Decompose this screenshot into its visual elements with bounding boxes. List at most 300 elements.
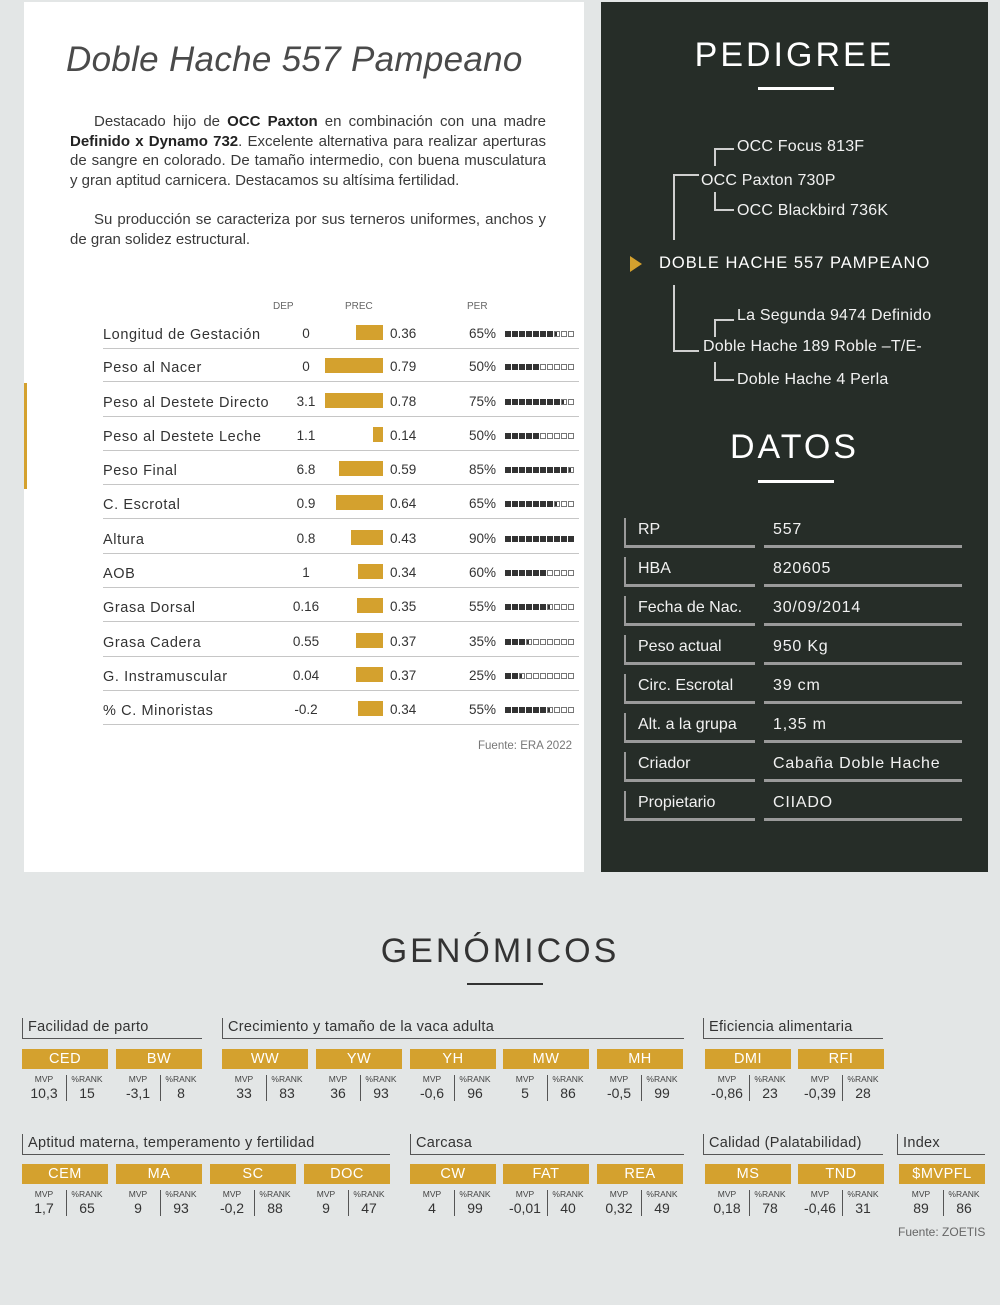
- mvp-label: MVP: [810, 1189, 830, 1199]
- per-value: 55%: [468, 702, 496, 717]
- mvp-value: -0,5: [606, 1085, 632, 1101]
- percentile-dot: [526, 570, 532, 576]
- percentile-dot: [554, 673, 560, 679]
- per-value: 75%: [468, 394, 496, 409]
- percentile-dot: [505, 433, 511, 439]
- genomics-group-header: [22, 1134, 390, 1155]
- value-separator: [454, 1190, 455, 1216]
- percentile-dot: [547, 467, 553, 473]
- percentile-dot: [547, 536, 553, 542]
- percentile-dot: [547, 331, 553, 337]
- precision-bar: [325, 393, 383, 408]
- pedigree-line: [673, 174, 699, 176]
- genomic-trait: [798, 1164, 884, 1216]
- rank-value: 15: [79, 1085, 95, 1101]
- pedigree-panel: [601, 2, 988, 872]
- mvp-label: MVP: [234, 1074, 254, 1084]
- percentile-dot: [533, 639, 539, 645]
- genomics-group-header: [222, 1018, 684, 1039]
- mvp-value: -3,1: [125, 1085, 151, 1101]
- rank-label: %RANK: [552, 1189, 584, 1199]
- percentile-dot: [512, 536, 518, 542]
- percentile-dot: [547, 501, 553, 507]
- precision-bar: [356, 633, 383, 648]
- trait-name-badge: DMI: [705, 1049, 791, 1069]
- per-value: 85%: [468, 462, 496, 477]
- percentile-dot: [512, 399, 518, 405]
- percentile-dot: [512, 639, 518, 645]
- precision-bar: [358, 701, 383, 716]
- trait-name-badge: CW: [410, 1164, 496, 1184]
- genomic-trait: [116, 1049, 202, 1101]
- per-value: 50%: [468, 428, 496, 443]
- percentile-dot: [533, 433, 539, 439]
- percentile-dot: [526, 331, 532, 337]
- rank-value: 28: [855, 1085, 871, 1101]
- percentile-dot: [505, 707, 511, 713]
- percentile-dot: [519, 536, 525, 542]
- genomic-trait: [410, 1049, 496, 1101]
- trait-name-badge: MS: [705, 1164, 791, 1184]
- dep-value: 0.55: [292, 634, 320, 649]
- mvp-value: 89: [913, 1200, 929, 1216]
- value-separator: [454, 1075, 455, 1101]
- mvp-label: MVP: [717, 1189, 737, 1199]
- mvp-label: MVP: [609, 1189, 629, 1199]
- dep-value: 0: [302, 359, 310, 374]
- per-value: 25%: [468, 668, 496, 683]
- percentile-dot: [526, 707, 532, 713]
- value-separator: [360, 1075, 361, 1101]
- percentile-dot: [526, 673, 532, 679]
- percentile-dot: [505, 570, 511, 576]
- percentile-dot: [526, 399, 532, 405]
- prec-value: 0.34: [390, 565, 417, 580]
- percentile-dot: [540, 467, 546, 473]
- mvp-label: MVP: [810, 1074, 830, 1084]
- description-paragraph-1: [70, 112, 546, 190]
- genomic-trait: [316, 1049, 402, 1101]
- percentile-dot: [561, 501, 567, 507]
- percentile-dot: [519, 707, 525, 713]
- percentile-dot: [561, 673, 567, 679]
- percentile-dot: [505, 364, 511, 370]
- mvp-label: MVP: [515, 1189, 535, 1199]
- mvp-label: MVP: [34, 1074, 54, 1084]
- mvp-value: 0,18: [713, 1200, 741, 1216]
- datos-key-text: Criador: [638, 755, 691, 772]
- group-label: Crecimiento y tamaño de la vaca adulta: [228, 1019, 495, 1035]
- percentile-dot: [554, 331, 560, 337]
- pedigree-line: [714, 192, 716, 210]
- mvp-value: 36: [330, 1085, 346, 1101]
- mvp-label: MVP: [422, 1189, 442, 1199]
- rank-value: 40: [560, 1200, 576, 1216]
- genomics-title: GENÓMICOS: [380, 932, 620, 970]
- datos-value: [764, 635, 962, 665]
- datos-row: [624, 596, 964, 626]
- dam-sire-name: La Segunda 9474 Definido: [737, 307, 932, 324]
- percentile-dot: [533, 570, 539, 576]
- mvp-label: MVP: [128, 1189, 148, 1199]
- dep-value: 0: [302, 326, 310, 341]
- percentile-dot: [561, 570, 567, 576]
- mvp-value: -0,2: [219, 1200, 245, 1216]
- percentile-dot: [512, 604, 518, 610]
- datos-key-text: RP: [638, 521, 661, 538]
- rank-label: %RANK: [165, 1189, 197, 1199]
- rank-value: 86: [560, 1085, 576, 1101]
- table-row: [103, 588, 579, 622]
- trait-name-badge: FAT: [503, 1164, 589, 1184]
- datos-value: [764, 518, 962, 548]
- percentile-dot: [561, 399, 567, 405]
- genomics-group-header: [22, 1018, 202, 1039]
- table-row: [103, 348, 579, 382]
- datos-key: [624, 596, 755, 626]
- percentile-dot: [519, 399, 525, 405]
- percentile-dot: [519, 331, 525, 337]
- table-row: [103, 383, 579, 417]
- datos-value: [764, 752, 962, 782]
- mvp-value: -0,01: [509, 1200, 541, 1216]
- percentile-dot: [533, 501, 539, 507]
- percentile-dot: [561, 433, 567, 439]
- genomic-trait: [597, 1164, 683, 1216]
- percentile-dot: [561, 707, 567, 713]
- rank-label: %RANK: [754, 1074, 786, 1084]
- rank-label: %RANK: [71, 1189, 103, 1199]
- genomics-source-note: Fuente: ZOETIS: [898, 1225, 986, 1239]
- dep-value: 3.1: [296, 394, 316, 409]
- percentile-dot: [533, 364, 539, 370]
- prec-value: 0.64: [390, 496, 417, 511]
- rank-value: 88: [267, 1200, 283, 1216]
- pedigree-line: [714, 319, 716, 337]
- value-separator: [641, 1075, 642, 1101]
- percentile-dot: [554, 639, 560, 645]
- trait-name-badge: BW: [116, 1049, 202, 1069]
- rank-label: %RANK: [847, 1074, 879, 1084]
- group-label: Carcasa: [416, 1135, 473, 1151]
- percentile-dots: [505, 467, 574, 473]
- percentile-dot: [540, 399, 546, 405]
- genomics-group-header: [410, 1134, 684, 1155]
- percentile-dots: [505, 501, 574, 507]
- value-separator: [66, 1075, 67, 1101]
- percentile-dot: [526, 467, 532, 473]
- rank-label: %RANK: [365, 1074, 397, 1084]
- rank-value: 99: [467, 1200, 483, 1216]
- mvp-value: 33: [236, 1085, 252, 1101]
- percentile-dot: [505, 331, 511, 337]
- sire-sire-name: OCC Focus 813F: [737, 138, 865, 155]
- pedigree-line: [714, 209, 734, 211]
- percentile-dot: [568, 639, 574, 645]
- dep-value: 0.8: [296, 531, 316, 546]
- percentile-dot: [547, 364, 553, 370]
- datos-row: [624, 674, 964, 704]
- genomic-trait: [705, 1164, 791, 1216]
- precision-bar: [357, 598, 383, 613]
- datos-row: [624, 752, 964, 782]
- mvp-label: MVP: [328, 1074, 348, 1084]
- datos-value-text: 950 Kg: [773, 638, 829, 655]
- percentile-dot: [540, 331, 546, 337]
- precision-bar: [336, 495, 383, 510]
- rank-label: %RANK: [754, 1189, 786, 1199]
- percentile-dot: [533, 604, 539, 610]
- percentile-dot: [568, 364, 574, 370]
- percentile-dot: [512, 707, 518, 713]
- rank-label: %RANK: [271, 1074, 303, 1084]
- datos-key-text: Fecha de Nac.: [638, 599, 743, 616]
- dep-value: 6.8: [296, 462, 316, 477]
- rank-label: %RANK: [646, 1074, 678, 1084]
- datos-row: [624, 791, 964, 821]
- rank-value: 31: [855, 1200, 871, 1216]
- trait-label: Altura: [103, 532, 145, 548]
- percentile-dot: [568, 570, 574, 576]
- percentile-dots: [505, 570, 574, 576]
- rank-label: %RANK: [459, 1189, 491, 1199]
- percentile-dot: [526, 604, 532, 610]
- paragraph-text: en combinación con una madre: [317, 113, 546, 130]
- accent-line: [24, 383, 27, 489]
- pedigree-line: [714, 379, 734, 381]
- mvp-value: -0,86: [711, 1085, 743, 1101]
- trait-name-badge: MW: [503, 1049, 589, 1069]
- percentile-dot: [512, 570, 518, 576]
- per-value: 90%: [468, 531, 496, 546]
- mvp-label: MVP: [34, 1189, 54, 1199]
- percentile-dot: [519, 364, 525, 370]
- percentile-dot: [554, 536, 560, 542]
- datos-row: [624, 518, 964, 548]
- pedigree-line: [714, 148, 734, 150]
- trait-label: C. Escrotal: [103, 497, 181, 513]
- datos-key: [624, 518, 755, 548]
- bull-name-title: Doble Hache 557 Pampeano: [66, 40, 523, 79]
- trait-name-badge: WW: [222, 1049, 308, 1069]
- description-paragraph-2: Su producción se caracteriza por sus terneros uniformes, anchos y de gran solidez estructural.: [70, 211, 546, 248]
- genomics-title-underline: [467, 983, 543, 985]
- group-label: Eficiencia alimentaria: [709, 1019, 853, 1035]
- mvp-value: -0,46: [804, 1200, 836, 1216]
- percentile-dot: [540, 570, 546, 576]
- mvp-value: -0,39: [804, 1085, 836, 1101]
- mvp-value: 4: [428, 1200, 436, 1216]
- trait-label: Grasa Cadera: [103, 635, 202, 651]
- percentile-dot: [540, 364, 546, 370]
- percentile-dot: [505, 536, 511, 542]
- trait-name-badge: RFI: [798, 1049, 884, 1069]
- description-panel: [24, 2, 584, 872]
- group-label: Aptitud materna, temperamento y fertilidad: [28, 1135, 315, 1151]
- datos-value-text: 1,35 m: [773, 716, 827, 733]
- datos-value-text: 39 cm: [773, 677, 821, 694]
- percentile-dot: [533, 467, 539, 473]
- genomics-group-header: [703, 1134, 883, 1155]
- datos-key: [624, 557, 755, 587]
- dep-header: DEP: [273, 301, 294, 312]
- prec-value: 0.34: [390, 702, 417, 717]
- percentile-dot: [505, 639, 511, 645]
- percentile-dot: [512, 467, 518, 473]
- precision-bar: [356, 667, 383, 682]
- rank-value: 96: [467, 1085, 483, 1101]
- datos-value-text: Cabaña Doble Hache: [773, 755, 941, 772]
- genomics-group-header: [897, 1134, 985, 1155]
- prec-value: 0.79: [390, 359, 417, 374]
- value-separator: [842, 1075, 843, 1101]
- percentile-dot: [568, 433, 574, 439]
- percentile-dot: [533, 331, 539, 337]
- trait-label: AOB: [103, 566, 136, 582]
- genomic-trait: [210, 1164, 296, 1216]
- datos-value: [764, 596, 962, 626]
- percentile-dot: [526, 433, 532, 439]
- percentile-dot: [519, 604, 525, 610]
- per-value: 55%: [468, 599, 496, 614]
- genomic-trait: [899, 1164, 985, 1216]
- percentile-dot: [519, 639, 525, 645]
- rank-value: 93: [373, 1085, 389, 1101]
- percentile-dot: [568, 501, 574, 507]
- mvp-label: MVP: [316, 1189, 336, 1199]
- genomic-trait: [503, 1049, 589, 1101]
- percentile-dot: [554, 467, 560, 473]
- datos-row: [624, 557, 964, 587]
- percentile-dot: [547, 570, 553, 576]
- trait-label: G. Instramuscular: [103, 669, 228, 685]
- value-separator: [842, 1190, 843, 1216]
- prec-value: 0.36: [390, 326, 417, 341]
- genomic-trait: [705, 1049, 791, 1101]
- percentile-dot: [561, 536, 567, 542]
- datos-value-text: CIIADO: [773, 794, 833, 811]
- per-value: 50%: [468, 359, 496, 374]
- datos-value: [764, 674, 962, 704]
- percentile-dot: [561, 467, 567, 473]
- rank-value: 47: [361, 1200, 377, 1216]
- rank-value: 83: [279, 1085, 295, 1101]
- rank-label: %RANK: [353, 1189, 385, 1199]
- percentile-dot: [568, 399, 574, 405]
- rank-label: %RANK: [165, 1074, 197, 1084]
- datos-key: [624, 791, 755, 821]
- datos-value: [764, 713, 962, 743]
- value-separator: [66, 1190, 67, 1216]
- percentile-dot: [526, 364, 532, 370]
- trait-label: Grasa Dorsal: [103, 600, 196, 616]
- play-arrow-icon: [630, 256, 642, 272]
- percentile-dot: [568, 467, 574, 473]
- per-value: 65%: [468, 496, 496, 511]
- percentile-dots: [505, 399, 574, 405]
- value-separator: [254, 1190, 255, 1216]
- datos-title: DATOS: [730, 428, 859, 466]
- trait-label: Peso al Nacer: [103, 360, 202, 376]
- rank-value: 8: [177, 1085, 185, 1101]
- percentile-dots: [505, 639, 574, 645]
- percentile-dot: [547, 639, 553, 645]
- genomic-trait: [304, 1164, 390, 1216]
- genomic-trait: [798, 1049, 884, 1101]
- percentile-dot: [505, 399, 511, 405]
- trait-name-badge: SC: [210, 1164, 296, 1184]
- percentile-dot: [561, 331, 567, 337]
- prec-value: 0.59: [390, 462, 417, 477]
- trait-name-badge: CED: [22, 1049, 108, 1069]
- genomic-trait: [22, 1164, 108, 1216]
- value-separator: [266, 1075, 267, 1101]
- genomic-trait: [222, 1049, 308, 1101]
- rank-label: %RANK: [259, 1189, 291, 1199]
- rank-value: 23: [762, 1085, 778, 1101]
- pedigree-line: [673, 285, 675, 351]
- percentile-dot: [554, 433, 560, 439]
- prec-value: 0.35: [390, 599, 417, 614]
- pedigree-line: [714, 148, 716, 166]
- group-label: Calidad (Palatabilidad): [709, 1135, 862, 1151]
- table-row: [103, 315, 579, 349]
- mvp-label: MVP: [222, 1189, 242, 1199]
- percentile-dots: [505, 673, 574, 679]
- percentile-dots: [505, 604, 574, 610]
- percentile-dot: [554, 399, 560, 405]
- percentile-dot: [533, 707, 539, 713]
- mvp-value: -0,6: [419, 1085, 445, 1101]
- percentile-dot: [547, 707, 553, 713]
- percentile-dot: [568, 673, 574, 679]
- table-row: [103, 417, 579, 451]
- percentile-dot: [540, 536, 546, 542]
- datos-title-underline: [758, 480, 834, 483]
- rank-label: %RANK: [847, 1189, 879, 1199]
- precision-bar: [356, 325, 383, 340]
- value-separator: [160, 1190, 161, 1216]
- mvp-value: 9: [134, 1200, 142, 1216]
- percentile-dot: [505, 604, 511, 610]
- paragraph-text: Destacado hijo de: [94, 113, 228, 130]
- dam-name: Doble Hache 189 Roble –T/E-: [703, 338, 922, 355]
- trait-name-badge: DOC: [304, 1164, 390, 1184]
- percentile-dot: [505, 501, 511, 507]
- percentile-dot: [568, 707, 574, 713]
- table-row: [103, 657, 579, 691]
- trait-name-badge: YH: [410, 1049, 496, 1069]
- table-row: [103, 520, 579, 554]
- rank-label: %RANK: [71, 1074, 103, 1084]
- per-header: PER: [467, 301, 488, 312]
- percentile-dot: [568, 536, 574, 542]
- datos-value-text: 820605: [773, 560, 832, 577]
- datos-value: [764, 791, 962, 821]
- genomic-trait: [410, 1164, 496, 1216]
- mvp-value: 10,3: [30, 1085, 58, 1101]
- prec-value: 0.37: [390, 634, 417, 649]
- mvp-label: MVP: [128, 1074, 148, 1084]
- rank-label: %RANK: [646, 1189, 678, 1199]
- rank-value: 49: [654, 1200, 670, 1216]
- source-note: Fuente: ERA 2022: [478, 740, 572, 752]
- percentile-dot: [554, 364, 560, 370]
- percentile-dot: [519, 501, 525, 507]
- pedigree-line: [673, 350, 699, 352]
- value-separator: [749, 1190, 750, 1216]
- trait-name-badge: TND: [798, 1164, 884, 1184]
